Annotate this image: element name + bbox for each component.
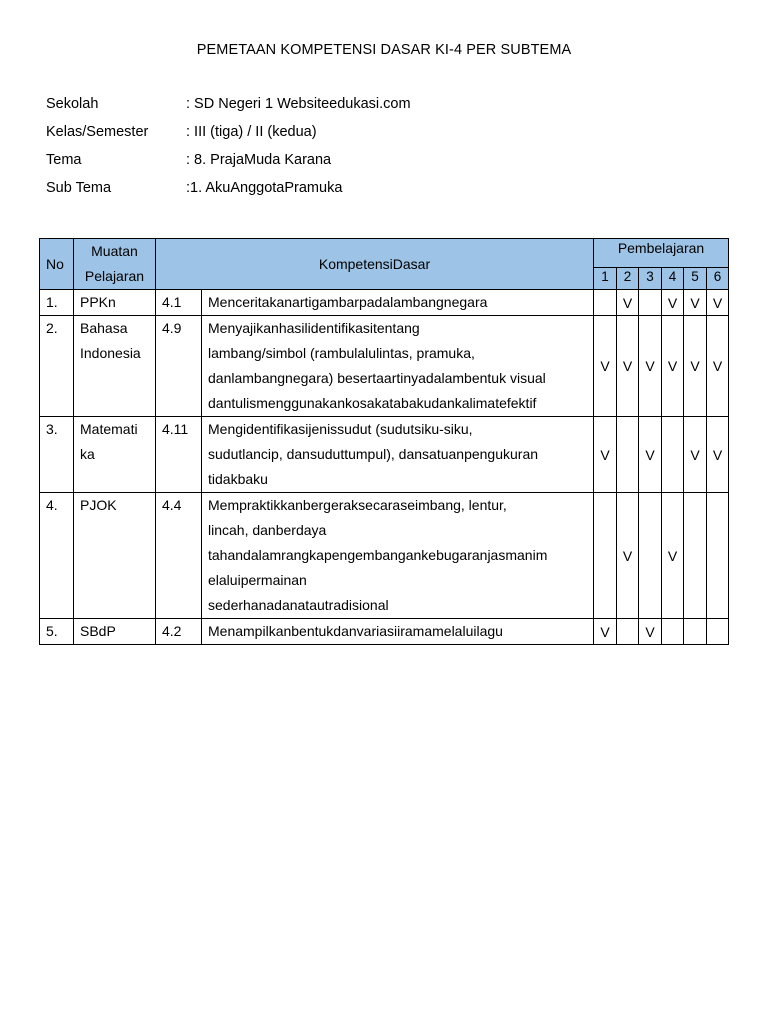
info-value: : SD Negeri 1 Websiteedukasi.com: [186, 96, 411, 112]
row-kd-line: lincah, danberdaya: [208, 522, 327, 538]
row-muatan-line: ka: [80, 446, 95, 462]
row-mark: V: [639, 316, 662, 417]
row-mark: [707, 493, 729, 619]
row-kd-line: Menyajikanhasilidentifikasitentang: [208, 320, 420, 336]
row-kd-line: sederhanadanatautradisional: [208, 597, 389, 613]
table-row: [40, 290, 729, 316]
row-muatan-line: Bahasa: [80, 320, 128, 336]
header-number: 4: [662, 267, 684, 289]
row-mark: V: [639, 417, 662, 493]
info-row-tema: [46, 152, 411, 180]
row-kd-number: 4.11: [156, 417, 202, 493]
info-label: Sekolah: [46, 96, 99, 112]
header-number: 5: [684, 267, 707, 289]
row-mark: V: [594, 619, 617, 645]
row-mark: [639, 493, 662, 619]
row-kd-number: 4.9: [156, 316, 202, 417]
row-kd-line: tidakbaku: [208, 471, 268, 487]
kompetensi-table: [39, 238, 729, 645]
row-mark: V: [617, 290, 639, 316]
info-row-kelas: [46, 124, 411, 152]
row-muatan-line: Indonesia: [80, 345, 141, 361]
row-number: 4.: [40, 493, 74, 619]
info-value: : III (tiga) / II (kedua): [186, 124, 317, 140]
row-number: 1.: [40, 290, 74, 316]
row-number: 3.: [40, 417, 74, 493]
row-kd-line: dantulismenggunakankosakatabakudankalimatefektif: [208, 395, 537, 411]
row-kd-line: elaluipermainan: [208, 572, 307, 588]
header-number: 3: [639, 267, 662, 289]
row-mark: [594, 493, 617, 619]
row-mark: V: [684, 290, 707, 316]
row-mark: [684, 619, 707, 645]
info-label: Kelas/Semester: [46, 124, 149, 140]
info-label: Sub Tema: [46, 180, 112, 196]
row-mark: V: [707, 316, 729, 417]
info-value: : 8. PrajaMuda Karana: [186, 152, 332, 168]
row-kd-number: 4.2: [156, 619, 202, 645]
row-number: 5.: [40, 619, 74, 645]
row-mark: V: [707, 290, 729, 316]
row-mark: V: [594, 316, 617, 417]
header-no: No: [40, 239, 74, 290]
header-number: 1: [594, 267, 617, 289]
row-kd-line: Mempraktikkanbergeraksecaraseimbang, lentur,: [208, 497, 507, 513]
table-row: [40, 316, 729, 417]
row-kd-description: [202, 417, 594, 493]
row-kd-description: [202, 619, 594, 645]
table-header-row: [40, 239, 729, 268]
row-mark: V: [684, 316, 707, 417]
page-title: PEMETAAN KOMPETENSI DASAR KI-4 PER SUBTEMA: [196, 42, 572, 58]
table-row: [40, 619, 729, 645]
table-row: [40, 493, 729, 619]
row-muatan-line: PJOK: [80, 497, 117, 513]
row-mark: [707, 619, 729, 645]
row-kd-description: [202, 493, 594, 619]
row-mark: [617, 417, 639, 493]
header-number: 2: [617, 267, 639, 289]
header-number: 6: [707, 267, 729, 289]
row-kd-line: Menampilkanbentukdanvariasiiramamelaluilagu: [208, 623, 503, 639]
header-kompetensi: KompetensiDasar: [156, 239, 594, 290]
row-mark: V: [617, 493, 639, 619]
row-mark: [662, 417, 684, 493]
row-muatan: [74, 493, 156, 619]
row-muatan: [74, 417, 156, 493]
header-muatan: [74, 239, 156, 290]
row-mark: V: [662, 316, 684, 417]
row-mark: V: [684, 417, 707, 493]
header-muatan-line: Pelajaran: [84, 268, 145, 284]
row-mark: [617, 619, 639, 645]
table-row: [40, 417, 729, 493]
row-kd-line: Menceritakanartigambarpadalambangnegara: [208, 294, 488, 310]
header-muatan-line: Muatan: [91, 243, 138, 259]
row-muatan: [74, 619, 156, 645]
row-mark: V: [639, 619, 662, 645]
header-pembelajaran: Pembelajaran: [594, 239, 729, 268]
row-mark: [594, 290, 617, 316]
row-kd-line: Mengidentifikasijenissudut (sudutsiku-siku,: [208, 421, 473, 437]
row-mark: [662, 619, 684, 645]
row-kd-description: [202, 290, 594, 316]
row-kd-line: tahandalamrangkapengembangankebugaranjasmanim: [208, 547, 548, 563]
info-label: Tema: [46, 152, 82, 168]
info-value: :1. AkuAnggotaPramuka: [186, 180, 343, 196]
row-kd-number: 4.4: [156, 493, 202, 619]
row-muatan-line: SBdP: [80, 623, 116, 639]
row-mark: V: [617, 316, 639, 417]
row-mark: V: [707, 417, 729, 493]
row-muatan-line: PPKn: [80, 294, 116, 310]
row-kd-line: danlambangnegara) besertaartinyadalambentuk visual: [208, 370, 546, 386]
info-block: [46, 96, 411, 208]
info-row-subtema: [46, 180, 411, 208]
row-number: 2.: [40, 316, 74, 417]
info-row-sekolah: [46, 96, 411, 124]
row-muatan: [74, 290, 156, 316]
row-muatan-line: Matemati: [80, 421, 138, 437]
row-kd-line: lambang/simbol (rambulalulintas, pramuka,: [208, 345, 475, 361]
row-mark: [684, 493, 707, 619]
row-muatan: [74, 316, 156, 417]
row-mark: V: [662, 290, 684, 316]
row-mark: V: [662, 493, 684, 619]
row-kd-number: 4.1: [156, 290, 202, 316]
row-kd-line: sudutlancip, dansuduttumpul), dansatuanpengukuran: [208, 446, 539, 462]
row-kd-description: [202, 316, 594, 417]
row-mark: V: [594, 417, 617, 493]
row-mark: [639, 290, 662, 316]
